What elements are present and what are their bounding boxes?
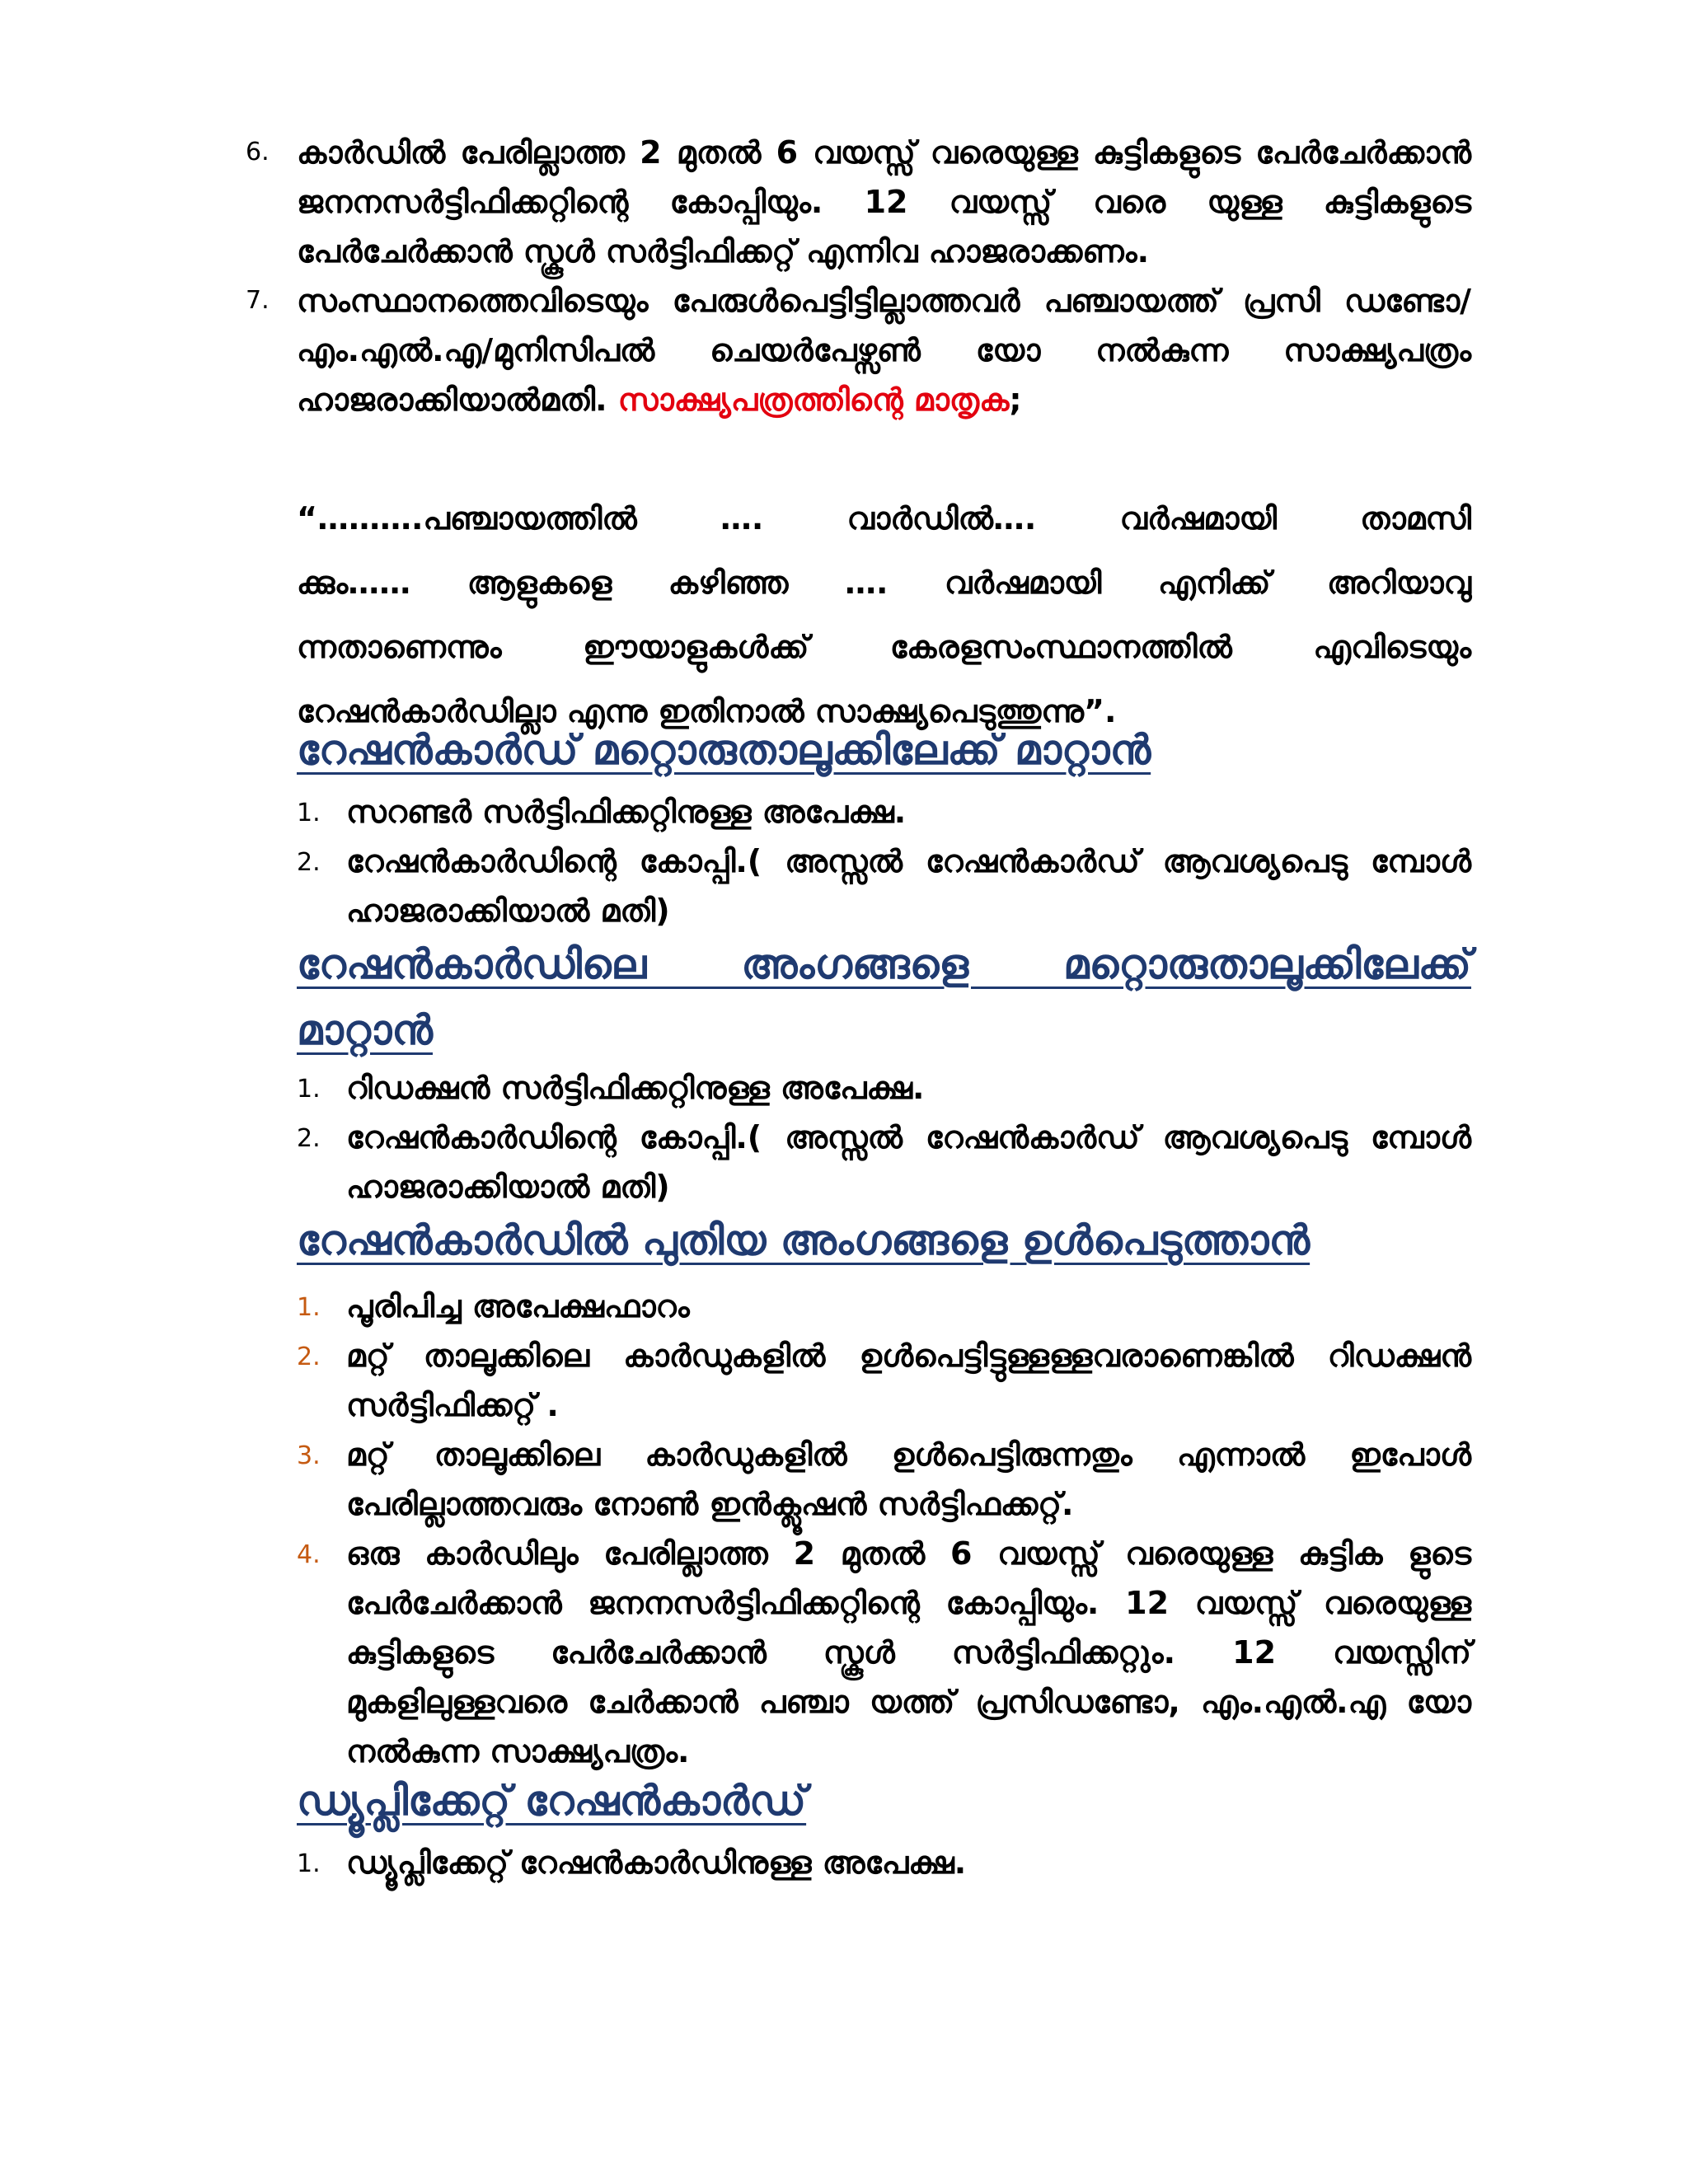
list-text: റേഷൻകാർഡിന്റെ കോപ്പി.( അസ്സൽ റേഷൻകാർഡ് ആവശ്യപെടു മ്പോൾ ഹാജരാക്കിയാൽ മതി) (346, 843, 1471, 929)
heading-transfer-card: റേഷൻകാർഡ് മറ്റൊരുതാലൂക്കിലേക്ക് മാറ്റാൻ (297, 726, 1151, 774)
list-item (246, 276, 1471, 424)
certificate-sample-quote (297, 486, 1471, 743)
transfer-card-list (297, 787, 1471, 935)
list-item (297, 1282, 1471, 1331)
list-text: മറ്റ് താലൂക്കിലെ കാർഡുകളിൽ ഉൾപെട്ടിരുന്നതും എന്നാൽ ഇപോൾ പേരില്ലാത്തവരും നോൺ ഇൻക്ലൂഷൻ സർട്ടിഫക്കറ്റ്. (346, 1436, 1471, 1522)
list-number: 1. (297, 1075, 321, 1104)
add-members-list (297, 1282, 1471, 1776)
list-number: 7. (246, 286, 270, 315)
list-text-suffix: ; (1009, 382, 1022, 418)
list-item (297, 1331, 1471, 1430)
intro-list (246, 128, 1471, 424)
heading-add-members: റേഷൻകാർഡിൽ പുതിയ അംഗങ്ങളെ ഉൾപെടുത്താൻ (297, 1216, 1311, 1264)
transfer-members-list (297, 1063, 1471, 1212)
list-item (297, 1838, 1471, 1887)
sample-certificate-highlight: സാക്ഷ്യപത്രത്തിന്റെ മാതൃക (617, 382, 1010, 418)
quote-line: “……….പഞ്ചായത്തിൽ …. വാർഡിൽ…. വർഷമായി താമസി (297, 500, 1471, 537)
list-text: മറ്റ് താലൂക്കിലെ കാർഡുകളിൽ ഉൾപെട്ടിട്ടുള്ളള്ളവരാണെങ്കിൽ റിഡക്ഷൻ സർട്ടിഫിക്കറ്റ് . (346, 1338, 1471, 1423)
list-number: 1. (297, 1849, 321, 1878)
list-item (297, 837, 1471, 935)
heading-duplicate-card: ഡ്യൂപ്ലിക്കേറ്റ് റേഷൻകാർഡ് (297, 1777, 807, 1825)
quote-line: റേഷൻകാർഡില്ലാ എന്നു ഇതിനാൽ സാക്ഷ്യപെടുത്തുന്നു”. (297, 693, 1117, 729)
list-number: 3. (297, 1441, 321, 1470)
list-text: സറണ്ടർ സർട്ടിഫിക്കറ്റിനുള്ള അപേക്ഷ. (346, 794, 907, 830)
heading-transfer-members-line1: റേഷൻകാർഡിലെ അംഗങ്ങളെ മറ്റൊരുതാലൂക്കിലേക്ക് (297, 940, 1471, 988)
list-number: 2. (297, 848, 321, 877)
list-text: ഡ്യൂപ്ലിക്കേറ്റ് റേഷൻകാർഡിനുള്ള അപേക്ഷ. (346, 1844, 967, 1881)
list-text: കാർഡിൽ പേരില്ലാത്ത 2 മുതൽ 6 വയസ്സ് വരെയുള്ള കുട്ടികളുടെ പേർചേർക്കാൻ ജനനസർട്ടിഫിക്കറ്റിന്റെ കോപ്പിയും. 12 വയസ്സ് വരെ യുള്ള കുട്ടികളുടെ പേർചേർക്കാൻ സ്കൂൾ സർട്ടിഫിക്കറ്റ് എന്നിവ ഹാജരാക്കണം. (297, 134, 1471, 269)
duplicate-card-list (297, 1838, 1471, 1887)
list-item (297, 1529, 1471, 1776)
list-text: ഒരു കാർഡിലും പേരില്ലാത്ത 2 മുതൽ 6 വയസ്സ് വരെയുള്ള കുട്ടിക ളുടെ പേർചേർക്കാൻ ജനനസർട്ടിഫിക്കറ്റിന്റെ കോപ്പിയും. 12 വയസ്സ് വരെയുള്ള കുട്ടികളുടെ പേർചേർക്കാൻ സ്കൂൾ സർട്ടിഫിക്കറ്റും. 12 വയസ്സിന് മുകളിലുള്ളവരെ ചേർക്കാൻ പഞ്ചാ യത്ത് പ്രസിഡണ്ടോ, എം.എൽ.എ യോ നൽകുന്ന സാക്ഷ്യപത്രം. (346, 1535, 1471, 1769)
list-text: സംസ്ഥാനത്തെവിടെയും പേരുൾപെട്ടിട്ടില്ലാത്തവർ പഞ്ചായത്ത് പ്രസി ഡണ്ടോ/എം.എൽ.എ/മുനിസിപൽ ചെയർപേഴ്സൺ യോ നൽകുന്ന സാക്ഷ്യപത്രം ഹാജരാക്കിയാൽമതി. (297, 283, 1471, 418)
list-text: റിഡക്ഷൻ സർട്ടിഫിക്കറ്റിനുള്ള അപേക്ഷ. (346, 1070, 925, 1106)
quote-line: ക്കും…… ആളുകളെ കഴിഞ്ഞ …. വർഷമായി എനിക്ക് അറിയാവു (297, 565, 1471, 601)
heading-transfer-members-line2: മാറ്റാൻ (297, 1006, 433, 1054)
list-number: 2. (297, 1343, 321, 1371)
list-text: പൂരിപിച്ച അപേക്ഷഫാറം (346, 1288, 690, 1324)
list-number: 4. (297, 1540, 321, 1569)
list-number: 1. (297, 1293, 321, 1322)
list-number: 2. (297, 1124, 321, 1153)
list-number: 6. (246, 138, 270, 166)
list-item (297, 787, 1471, 837)
list-item (297, 1113, 1471, 1212)
list-item (297, 1430, 1471, 1529)
list-number: 1. (297, 799, 321, 827)
list-text: റേഷൻകാർഡിന്റെ കോപ്പി.( അസ്സൽ റേഷൻകാർഡ് ആവശ്യപെടു മ്പോൾ ഹാജരാക്കിയാൽ മതി) (346, 1119, 1471, 1205)
list-item (246, 128, 1471, 276)
list-item (297, 1063, 1471, 1113)
quote-line: ന്നതാണെന്നും ഈയാളുകൾക്ക് കേരളസംസ്ഥാനത്തിൽ എവിടെയും (297, 629, 1471, 665)
